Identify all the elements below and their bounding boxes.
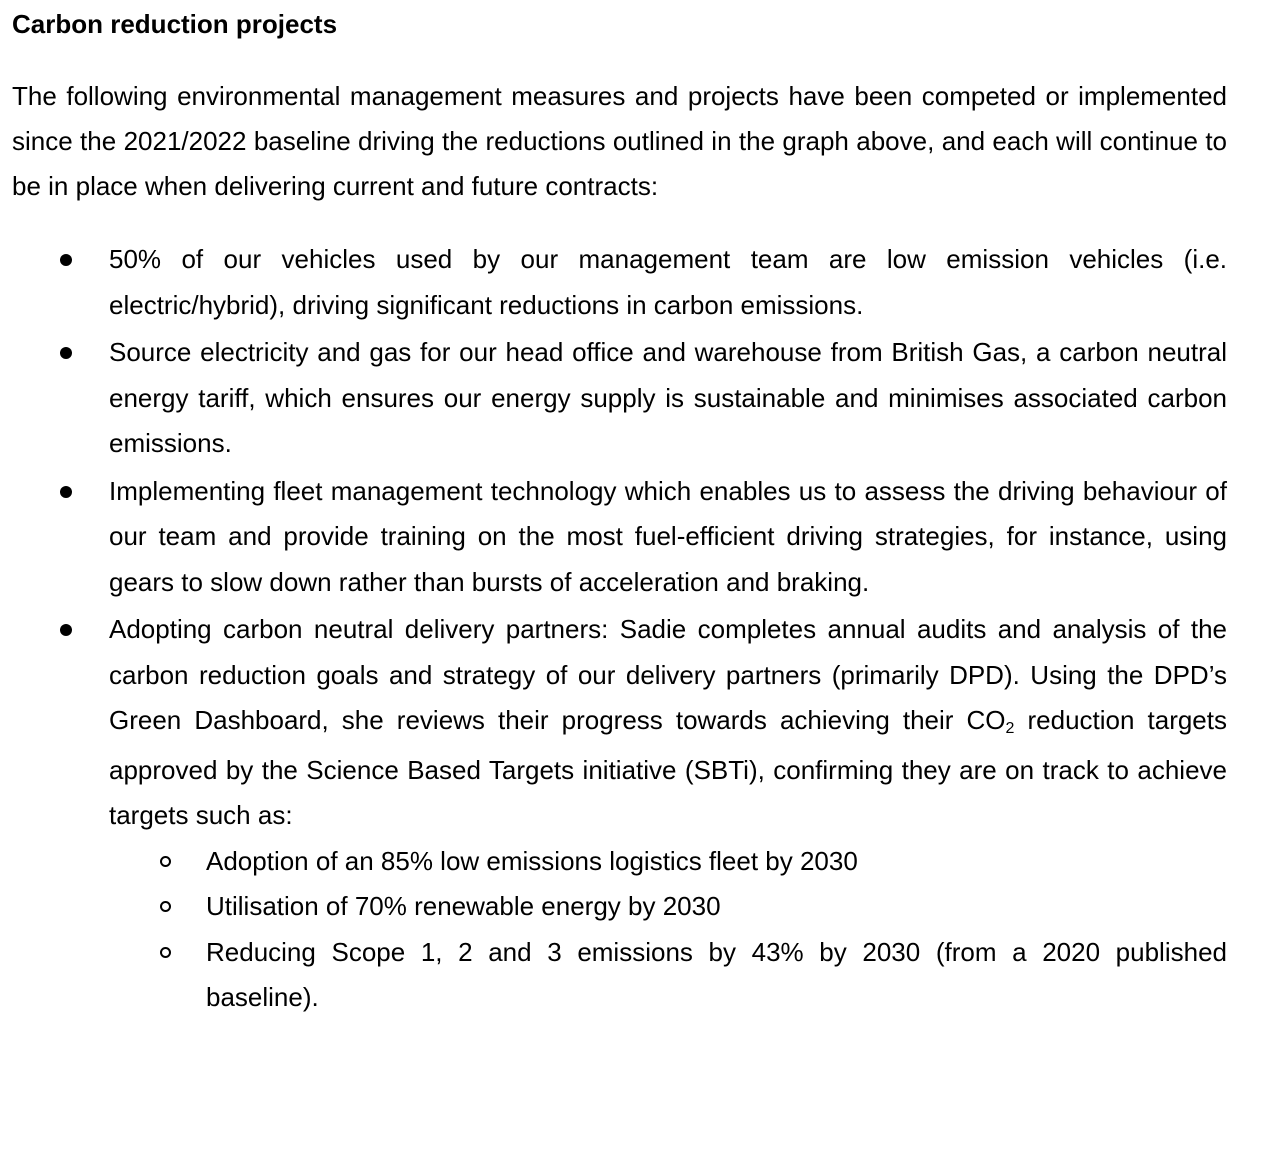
bullet-text: Source electricity and gas for our head office and warehouse from British Gas, a carbon neutral energy tariff, which ensures our energy supply is sustainable and minimises associated carbon emissions. [109,337,1227,458]
list-item [12,607,1227,1021]
intro-paragraph: The following environmental management measures and projects have been competed or implemented since the 2021/2022 baseline driving the reductions outlined in the graph above, and each will continue to be in place when delivering current and future contracts: [12,81,1227,201]
bullet-icon [60,486,72,498]
circle-bullet-icon [160,947,171,958]
bullet-text-part: reduction targets approved by the Science Based Targets initiative (SBTi), confirming they are on track to achieve targets such as: [109,705,1227,830]
bullet-text [109,614,1227,830]
section-title: Carbon reduction projects [12,9,338,39]
circle-bullet-icon [160,901,171,912]
co2-subscript: 2 [1005,720,1015,737]
bullet-list [12,237,1227,1021]
list-item [12,330,1227,467]
sub-list-item [12,839,1227,885]
sub-list [109,839,1227,1021]
bullet-text: 50% of our vehicles used by our management team are low emission vehicles (i.e. electric/hybrid), driving significant reductions in carbon emissions. [109,244,1227,320]
sub-item-text: Utilisation of 70% renewable energy by 2030 [206,891,721,921]
bullet-text: Implementing fleet management technology which enables us to assess the driving behaviour of our team and provide training on the most fuel-efficient driving strategies, for instance, using gears to slow down rather than bursts of acceleration and braking. [109,475,1227,597]
sub-list-item [12,930,1227,1021]
list-item [12,469,1227,606]
document [12,4,1227,1023]
sub-item-text: Reducing Scope 1, 2 and 3 emissions by 43% by 2030 (from a 2020 published baseline). [206,936,1227,1012]
bullet-icon [60,347,72,359]
list-item [12,237,1227,328]
circle-bullet-icon [160,856,171,867]
sub-list-item [12,884,1227,930]
bullet-icon [60,624,72,636]
bullet-icon [60,254,72,266]
sub-item-text: Adoption of an 85% low emissions logistics fleet by 2030 [206,845,858,876]
bullet-text-part: Adopting carbon neutral delivery partners: Sadie completes annual audits and analysis of the carbon reduction goals and strategy of our delivery partners (primarily DPD). Using the DPD’s Green Dashboard, she reviews their progress towards achieving their CO [109,614,1227,735]
